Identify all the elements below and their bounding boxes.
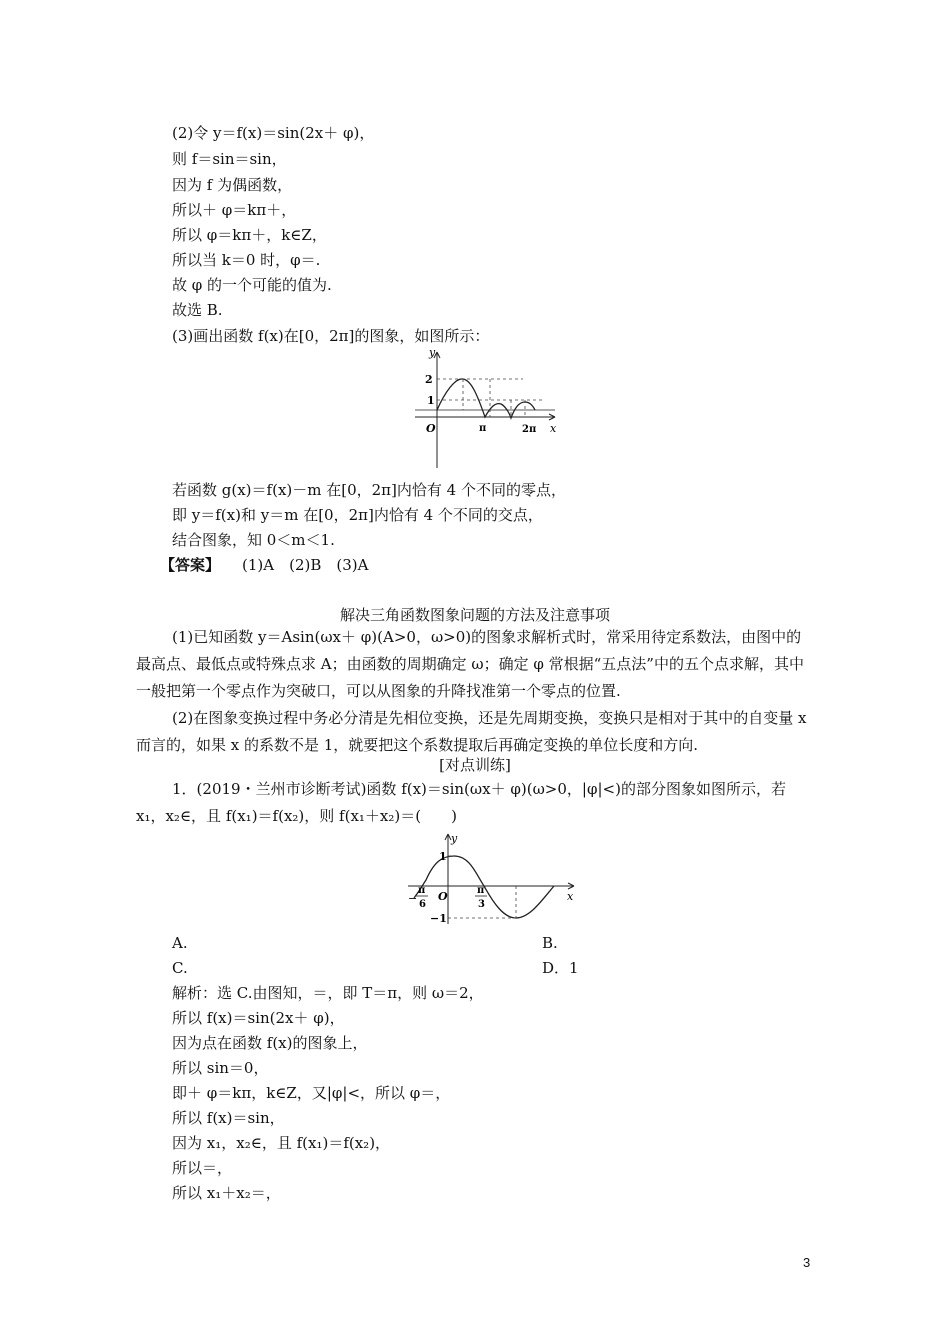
tick-2pi: 2π — [522, 424, 537, 435]
solution-line: 解析：选 C.由图知，＝，即 T＝π，则 ω＝2， — [172, 984, 484, 1002]
section-title: 解决三角函数图象问题的方法及注意事项 — [339, 606, 610, 624]
x-label: x — [550, 422, 557, 435]
text-line: 故 φ 的一个可能的值为. — [172, 276, 332, 294]
solution-line: 所以 sin＝0， — [172, 1059, 269, 1077]
solution-line: 所以 x₁＋x₂＝， — [172, 1184, 281, 1202]
graph-curve — [437, 379, 535, 418]
method-paragraph-2: (2)在图象变换过程中务必分清是先相位变换，还是先周期变换，变换只是相对于其中的自变量 x 而言的，如果 x 的系数不是 1，就要把这个系数提取后再确定变换的单位长度和方向. — [136, 709, 807, 754]
page-number: 3 — [803, 1255, 811, 1270]
text-line: 所以 φ＝kπ＋，k∈Z， — [172, 226, 327, 244]
tick-neg1: −1 — [430, 912, 447, 925]
text-line: (2)令 y＝f(x)＝sin(2x＋ φ)， — [172, 124, 375, 142]
option-a: A. — [172, 934, 188, 952]
sine-graph — [404, 830, 584, 928]
origin-label: O — [426, 422, 436, 435]
left-tick-den: 6 — [419, 899, 426, 910]
solution-line: 所以 f(x)＝sin， — [172, 1109, 285, 1127]
text-line: 即 y＝f(x)和 y＝m 在[0，2π]内恰有 4 个不同的交点， — [172, 506, 543, 524]
left-tick-num: π — [418, 885, 426, 896]
question-1: 1．(2019・兰州市诊断考试)函数 f(x)＝sin(ωx＋ φ)(ω>0，|φ|<)的部分图象如图所示，若 x₁，x₂∈，且 f(x₁)＝f(x₂)，则 f(x₁＋x₂)＝( ) — [136, 780, 786, 825]
right-tick-den: 3 — [478, 899, 485, 910]
right-tick-num: π — [477, 885, 485, 896]
tick-1: 1 — [439, 850, 447, 863]
solution-line: 所以 f(x)＝sin(2x＋ φ)， — [172, 1009, 345, 1027]
answer-items: (1)A (2)B (3)A — [242, 556, 369, 574]
abs-sine-graph — [405, 342, 565, 472]
y-label: y — [429, 346, 436, 359]
tick-2: 2 — [425, 373, 433, 386]
tick-pi: π — [479, 423, 487, 434]
x-label: x — [567, 890, 574, 903]
text-line: 因为 f 为偶函数， — [172, 176, 293, 194]
text-line: (3)画出函数 f(x)在[0，2π]的图象，如图所示： — [172, 327, 490, 345]
text-line: 若函数 g(x)＝f(x)－m 在[0，2π]内恰有 4 个不同的零点， — [172, 481, 566, 499]
solution-line: 即＋ φ＝kπ，k∈Z，又|φ|<，所以 φ＝， — [172, 1084, 451, 1102]
answer-label: 【答案】 — [160, 556, 221, 574]
method-paragraph-1: (1)已知函数 y＝Asin(ωx＋ φ)(A>0，ω>0)的图象求解析式时，常采用待定系数法，由图中的最高点、最低点或特殊点求 A；由函数的周期确定 ω；确定 φ 常根据“五点法”中的五个点求解，其中一般把第一个零点作为突破口，可以从图象的升降找准第一个零点的位置. — [136, 628, 804, 700]
solution-line: 因为点在函数 f(x)的图象上， — [172, 1034, 368, 1052]
solution-line: 所以＝， — [172, 1159, 233, 1177]
tick-1: 1 — [427, 394, 435, 407]
solution-line: 因为 x₁，x₂∈，且 f(x₁)＝f(x₂)， — [172, 1134, 391, 1152]
left-tick-sign: − — [408, 892, 418, 905]
option-d: D．1 — [542, 959, 579, 977]
y-label: y — [451, 832, 458, 845]
text-line: 则 f＝sin＝sin， — [172, 150, 287, 168]
text-line: 所以＋ φ＝kπ＋， — [172, 201, 297, 219]
text-line: 故选 B. — [172, 301, 223, 319]
text-line: 所以当 k＝0 时，φ＝. — [172, 251, 321, 269]
origin-label: O — [438, 890, 448, 903]
training-title: [对点训练] — [439, 756, 511, 774]
option-b: B. — [542, 934, 558, 952]
answer-line — [160, 555, 368, 575]
text-line: 结合图象，知 0＜m＜1. — [172, 531, 335, 549]
option-c: C. — [172, 959, 188, 977]
